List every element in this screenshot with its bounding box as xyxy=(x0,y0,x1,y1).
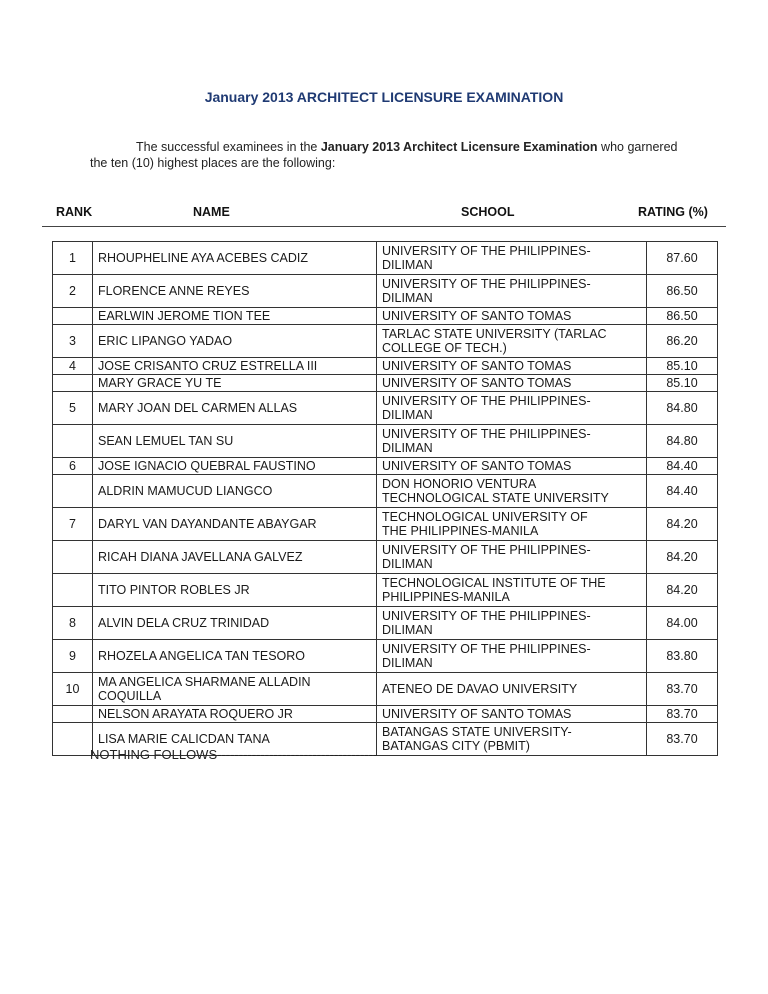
school-cell xyxy=(377,541,647,574)
school-cell xyxy=(377,275,647,308)
rank-cell: 9 xyxy=(53,640,93,673)
header-rating: RATING (%) xyxy=(638,205,708,219)
table-row xyxy=(53,475,718,508)
rank-cell: 1 xyxy=(53,242,93,275)
school-line: TECHNOLOGICAL INSTITUTE OF THE xyxy=(382,576,606,590)
table-row xyxy=(53,275,718,308)
rank-cell: 2 xyxy=(53,275,93,308)
header-name: NAME xyxy=(193,205,230,219)
rank-cell xyxy=(53,723,93,756)
school-line: DILIMAN xyxy=(382,656,433,670)
school-line: DON HONORIO VENTURA xyxy=(382,477,537,491)
rating-cell: 84.40 xyxy=(647,458,718,475)
rating-cell: 83.70 xyxy=(647,673,718,706)
rating-cell: 83.80 xyxy=(647,640,718,673)
school-line: UNIVERSITY OF THE PHILIPPINES- xyxy=(382,427,591,441)
school-line: DILIMAN xyxy=(382,408,433,422)
school-cell xyxy=(377,375,647,392)
school-line: UNIVERSITY OF SANTO TOMAS xyxy=(382,309,572,323)
table-row xyxy=(53,242,718,275)
rating-cell: 84.20 xyxy=(647,574,718,607)
table-row xyxy=(53,392,718,425)
table-row xyxy=(53,425,718,458)
rank-cell xyxy=(53,308,93,325)
rating-cell: 84.20 xyxy=(647,508,718,541)
rating-cell: 86.50 xyxy=(647,308,718,325)
school-cell xyxy=(377,640,647,673)
table-row xyxy=(53,358,718,375)
rating-cell: 84.20 xyxy=(647,541,718,574)
school-cell xyxy=(377,392,647,425)
name-cell: ALVIN DELA CRUZ TRINIDAD xyxy=(93,607,377,640)
page-title: January 2013 ARCHITECT LICENSURE EXAMINATION xyxy=(204,89,564,105)
school-cell xyxy=(377,325,647,358)
name-cell: MARY JOAN DEL CARMEN ALLAS xyxy=(93,392,377,425)
school-line: DILIMAN xyxy=(382,258,433,272)
header-rank: RANK xyxy=(56,205,93,219)
school-line: UNIVERSITY OF SANTO TOMAS xyxy=(382,359,572,373)
table-row xyxy=(53,574,718,607)
school-line: UNIVERSITY OF SANTO TOMAS xyxy=(382,376,572,390)
school-line: DILIMAN xyxy=(382,623,433,637)
school-line: TARLAC STATE UNIVERSITY (TARLAC xyxy=(382,327,607,341)
rank-cell xyxy=(53,425,93,458)
rating-cell: 84.40 xyxy=(647,475,718,508)
school-line: BATANGAS STATE UNIVERSITY- xyxy=(382,725,572,739)
intro-text-2: who garnered the ten (10) highest places are the following: xyxy=(90,140,678,170)
rating-cell: 86.20 xyxy=(647,325,718,358)
school-cell xyxy=(377,242,647,275)
rank-cell: 3 xyxy=(53,325,93,358)
name-cell: ERIC LIPANGO YADAO xyxy=(93,325,377,358)
school-cell xyxy=(377,458,647,475)
school-cell xyxy=(377,475,647,508)
rating-cell: 84.80 xyxy=(647,425,718,458)
school-line: DILIMAN xyxy=(382,441,433,455)
rating-cell: 86.50 xyxy=(647,275,718,308)
name-cell: RHOZELA ANGELICA TAN TESORO xyxy=(93,640,377,673)
name-cell: ALDRIN MAMUCUD LIANGCO xyxy=(93,475,377,508)
header-school: SCHOOL xyxy=(461,205,515,219)
name-cell: RHOUPHELINE AYA ACEBES CADIZ xyxy=(93,242,377,275)
school-line: UNIVERSITY OF THE PHILIPPINES- xyxy=(382,277,591,291)
school-line: DILIMAN xyxy=(382,557,433,571)
rank-cell xyxy=(53,706,93,723)
rank-cell xyxy=(53,375,93,392)
school-line: THE PHILIPPINES-MANILA xyxy=(382,524,539,538)
rank-cell xyxy=(53,475,93,508)
name-cell: MA ANGELICA SHARMANE ALLADIN COQUILLA xyxy=(93,673,377,706)
school-cell xyxy=(377,607,647,640)
rating-cell: 85.10 xyxy=(647,358,718,375)
name-cell: MARY GRACE YU TE xyxy=(93,375,377,392)
table-row xyxy=(53,673,718,706)
name-cell: JOSE CRISANTO CRUZ ESTRELLA III xyxy=(93,358,377,375)
name-cell: SEAN LEMUEL TAN SU xyxy=(93,425,377,458)
school-cell xyxy=(377,673,647,706)
intro-paragraph xyxy=(90,139,690,171)
table-row xyxy=(53,541,718,574)
name-cell: FLORENCE ANNE REYES xyxy=(93,275,377,308)
school-line: UNIVERSITY OF THE PHILIPPINES- xyxy=(382,394,591,408)
nothing-follows: NOTHING FOLLOWS------------------------------------- xyxy=(90,747,378,762)
rank-cell: 6 xyxy=(53,458,93,475)
rank-cell: 8 xyxy=(53,607,93,640)
rank-cell: 4 xyxy=(53,358,93,375)
name-cell: RICAH DIANA JAVELLANA GALVEZ xyxy=(93,541,377,574)
school-cell xyxy=(377,508,647,541)
table-row xyxy=(53,375,718,392)
rank-cell: 5 xyxy=(53,392,93,425)
header-divider xyxy=(42,226,726,227)
rank-cell xyxy=(53,541,93,574)
rank-cell xyxy=(53,574,93,607)
school-line: TECHNOLOGICAL UNIVERSITY OF xyxy=(382,510,588,524)
name-cell: EARLWIN JEROME TION TEE xyxy=(93,308,377,325)
name-cell: LISA MARIE CALICDAN TANA xyxy=(93,723,377,756)
school-line: UNIVERSITY OF THE PHILIPPINES- xyxy=(382,642,591,656)
results-body xyxy=(53,242,718,756)
table-row xyxy=(53,308,718,325)
intro-text-1: The successful examinees in the xyxy=(136,140,321,154)
school-line: UNIVERSITY OF THE PHILIPPINES- xyxy=(382,543,591,557)
school-line: ATENEO DE DAVAO UNIVERSITY xyxy=(382,682,578,696)
table-row xyxy=(53,640,718,673)
school-cell xyxy=(377,574,647,607)
school-line: UNIVERSITY OF SANTO TOMAS xyxy=(382,459,572,473)
rank-cell: 10 xyxy=(53,673,93,706)
rating-cell: 83.70 xyxy=(647,723,718,756)
rating-cell: 84.80 xyxy=(647,392,718,425)
school-line: DILIMAN xyxy=(382,291,433,305)
name-cell: NELSON ARAYATA ROQUERO JR xyxy=(93,706,377,723)
name-cell: JOSE IGNACIO QUEBRAL FAUSTINO xyxy=(93,458,377,475)
school-line: TECHNOLOGICAL STATE UNIVERSITY xyxy=(382,491,609,505)
rating-cell: 84.00 xyxy=(647,607,718,640)
name-cell: DARYL VAN DAYANDANTE ABAYGAR xyxy=(93,508,377,541)
school-line: UNIVERSITY OF THE PHILIPPINES- xyxy=(382,244,591,258)
rank-cell: 7 xyxy=(53,508,93,541)
table-row xyxy=(53,458,718,475)
table-row xyxy=(53,508,718,541)
results-table xyxy=(52,241,718,756)
rating-cell: 87.60 xyxy=(647,242,718,275)
school-line: COLLEGE OF TECH.) xyxy=(382,341,507,355)
school-line: BATANGAS CITY (PBMIT) xyxy=(382,739,530,753)
school-cell xyxy=(377,308,647,325)
name-cell: TITO PINTOR ROBLES JR xyxy=(93,574,377,607)
table-row xyxy=(53,706,718,723)
school-cell xyxy=(377,723,647,756)
intro-text-bold: January 2013 Architect Licensure Examination xyxy=(320,140,598,154)
school-line: PHILIPPINES-MANILA xyxy=(382,590,510,604)
school-cell xyxy=(377,706,647,723)
rating-cell: 83.70 xyxy=(647,706,718,723)
table-row xyxy=(53,607,718,640)
rating-cell: 85.10 xyxy=(647,375,718,392)
school-line: UNIVERSITY OF SANTO TOMAS xyxy=(382,707,572,721)
school-cell xyxy=(377,358,647,375)
school-cell xyxy=(377,425,647,458)
school-line: UNIVERSITY OF THE PHILIPPINES- xyxy=(382,609,591,623)
table-row xyxy=(53,325,718,358)
